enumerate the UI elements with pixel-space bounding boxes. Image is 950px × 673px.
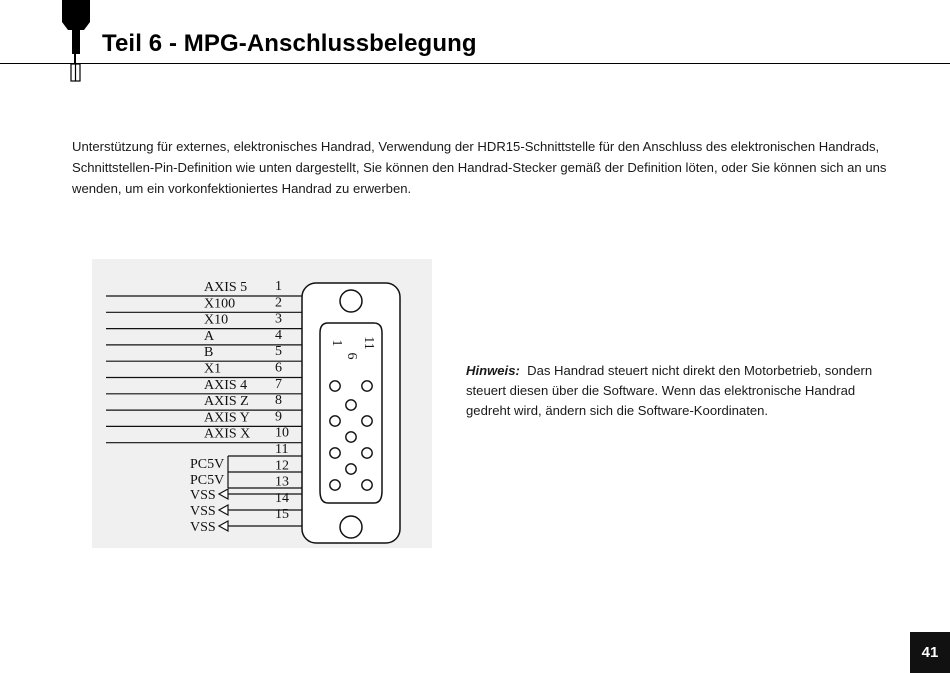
- page-number: 41: [910, 632, 950, 673]
- pin-number-15: 15: [275, 507, 289, 523]
- connector-pin-hole: [346, 464, 356, 474]
- connector-label-6: 6: [344, 352, 359, 360]
- pin-number-13: 13: [275, 474, 289, 490]
- pin-label-7: AXIS 4: [204, 377, 248, 393]
- pin-label-8: AXIS Z: [204, 394, 249, 410]
- connector-pin-hole: [362, 416, 372, 426]
- pin-label-9: AXIS Y: [204, 410, 250, 426]
- pin-number-3: 3: [275, 311, 282, 327]
- pin-number-5: 5: [275, 344, 282, 360]
- hdr15-connector: [302, 283, 400, 543]
- pin-label-10: AXIS X: [204, 426, 251, 442]
- note-paragraph: [466, 361, 886, 421]
- pin-number-1: 1: [275, 279, 282, 294]
- pin-number-14: 14: [275, 490, 289, 506]
- pin-label-1: AXIS 5: [204, 280, 248, 295]
- power-label-1: PC5V: [190, 457, 225, 472]
- pinout-diagram: [92, 259, 432, 548]
- power-label-5: VSS: [190, 520, 216, 535]
- pin-number-8: 8: [275, 393, 282, 409]
- connector-pin-hole: [346, 400, 356, 410]
- milling-tool-icon: [58, 0, 94, 82]
- connector-pin-hole: [346, 432, 356, 442]
- page-title: Teil 6 - MPG-Anschlussbelegung: [102, 30, 477, 57]
- power-label-2: PC5V: [190, 473, 225, 488]
- pin-label-3: X10: [204, 312, 229, 328]
- pin-number-12: 12: [275, 458, 289, 474]
- pin-label-6: X1: [204, 361, 222, 377]
- connector-label-11: 11: [361, 336, 376, 350]
- intro-paragraph: Unterstützung für externes, elektronisches Handrad, Verwendung der HDR15-Schnittstelle für den Anschluss des elektronischen Handrads, Schnittstellen-Pin-Definition wie unten dargestellt, Sie können den Handrad-Stecker gemäß der Definition löten, oder Sie können sich an uns wenden, um ein vorkonfektioniertes Handrad zu erwerben.: [72, 139, 887, 196]
- pin-number-6: 6: [275, 360, 282, 376]
- pin-label-4: A: [204, 328, 215, 344]
- connector-pin-hole: [330, 448, 340, 458]
- pin-number-10: 10: [275, 425, 289, 441]
- pin-number-7: 7: [275, 376, 282, 392]
- pin-number-2: 2: [275, 295, 282, 311]
- note-text: Das Handrad steuert nicht direkt den Motorbetrieb, sondern steuert diesen über die Software. Wenn das elektronische Handrad gedreht wird, ändern sich die Software-Koordinaten.: [466, 363, 873, 418]
- note-label: Hinweis:: [466, 363, 520, 378]
- connector-pin-hole: [330, 480, 340, 490]
- connector-pin-hole: [330, 416, 340, 426]
- mounting-hole-top: [340, 290, 362, 312]
- connector-pin-hole: [362, 480, 372, 490]
- connector-pin-hole: [362, 381, 372, 391]
- pin-number-11: 11: [275, 442, 289, 457]
- pin-label-2: X100: [204, 296, 236, 312]
- header-rule: [0, 63, 950, 64]
- power-label-3: VSS: [190, 488, 216, 503]
- pin-label-5: B: [204, 345, 214, 361]
- power-label-4: VSS: [190, 504, 216, 519]
- pinout-svg: [92, 259, 432, 548]
- mounting-hole-bottom: [340, 516, 362, 538]
- connector-pin-hole: [330, 381, 340, 391]
- pin-number-4: 4: [275, 327, 282, 343]
- connector-label-1: 1: [329, 339, 344, 347]
- connector-pin-hole: [362, 448, 372, 458]
- pin-number-9: 9: [275, 409, 282, 425]
